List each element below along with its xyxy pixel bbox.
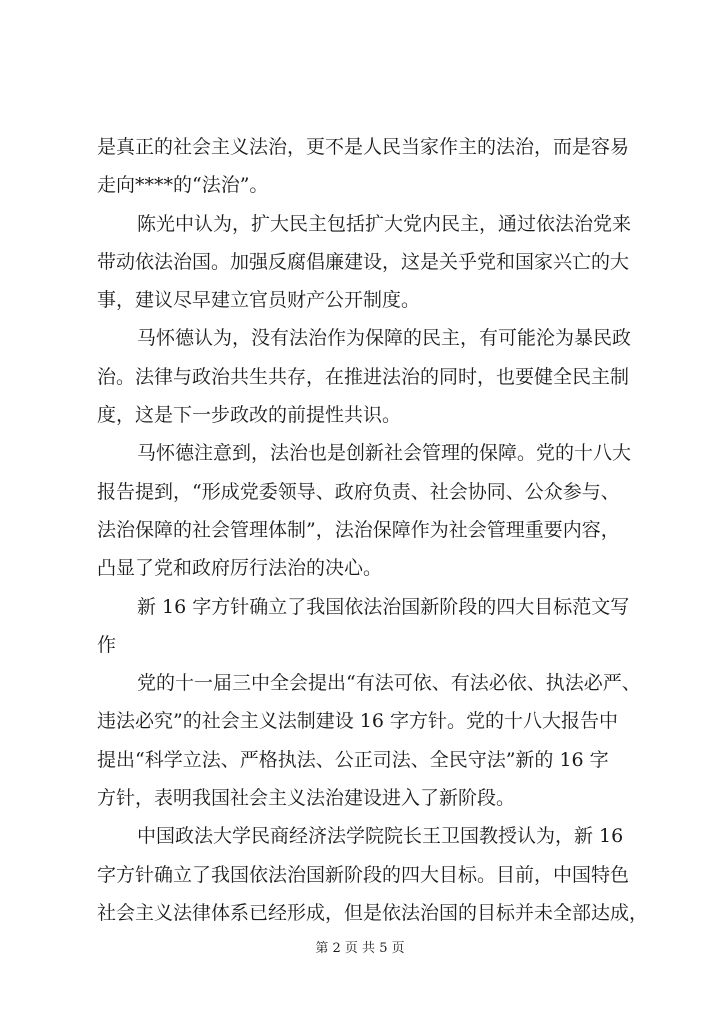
body-text	[97, 128, 649, 932]
text-line: 报告提到，“形成党委领导、政府负责、社会协同、公众参与、	[97, 480, 620, 503]
text-line: 度，这是下一步政改的前提性共识。	[97, 404, 402, 427]
text-line: 党的十一届三中全会提出“有法可依、有法必依、执法必严、	[137, 672, 641, 695]
text-line: 法治保障的社会管理体制”，法治保障作为社会管理重要内容，	[97, 518, 620, 541]
text-line: 陈光中认为，扩大民主包括扩大党内民主，通过依法治党来	[137, 212, 632, 235]
text-line: 提出“科学立法、严格执法、公正司法、全民守法”新的 16 字	[97, 748, 609, 771]
text-line: 新 16 字方针确立了我国依法治国新阶段的四大目标范文写	[137, 595, 630, 618]
text-line: 凸显了党和政府厉行法治的决心。	[97, 557, 383, 580]
page-footer: 第 2 页 共 5 页	[315, 941, 405, 956]
text-line: 违法必究”的社会主义法制建设 16 字方针。党的十八大报告中	[97, 710, 618, 733]
text-line: 带动依法治国。加强反腐倡廉建设，这是关乎党和国家兴亡的大	[97, 250, 630, 273]
text-line: 作	[97, 633, 117, 656]
text-line: 是真正的社会主义法治，更不是人民当家作主的法治，而是容易	[97, 136, 630, 158]
text-line: 事，建议尽早建立官员财产公开制度。	[97, 289, 421, 312]
text-line: 社会主义法律体系已经形成，但是依法治国的目标并未全部达成，	[97, 901, 649, 924]
text-line: 马怀德认为，没有法治作为保障的民主，有可能沦为暴民政	[137, 327, 632, 350]
text-line: 走向****的“法治”。	[97, 174, 269, 197]
text-line: 马怀德注意到，法治也是创新社会管理的保障。党的十八大	[137, 442, 632, 465]
text-line: 治。法律与政治共生共存，在推进法治的同时，也要健全民主制	[97, 365, 630, 388]
text-line: 中国政法大学民商经济法学院院长王卫国教授认为，新 16	[137, 825, 624, 848]
text-line: 方针，表明我国社会主义法治建设进入了新阶段。	[97, 787, 516, 810]
text-line: 字方针确立了我国依法治国新阶段的四大目标。目前，中国特色	[97, 863, 630, 886]
